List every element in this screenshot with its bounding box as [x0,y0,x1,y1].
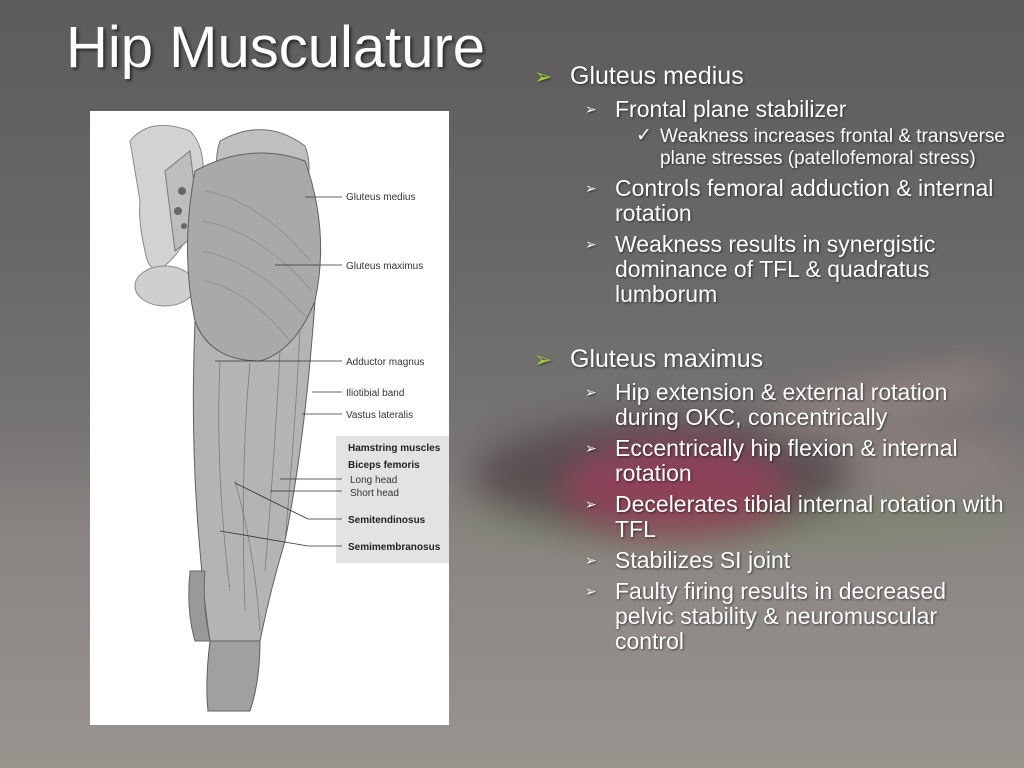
bullet-item: ➢ Frontal plane stabilizer [585,96,847,122]
sub-bullet-item: ✓ Weakness increases frontal & transverse plane stresses (patellofemoral stress) [636,125,1005,169]
label-biceps-femoris: Biceps femoris [348,460,420,471]
slide-title: Hip Musculature [66,15,486,80]
bullet-item: ➢ Stabilizes SI joint [585,547,791,573]
bullet-item: ➢ Eccentrically hip flexion & internal rotation [585,435,958,486]
label-vastus-lateralis: Vastus lateralis [346,410,414,421]
anatomy-figure [90,111,449,725]
label-gluteus-medius: Gluteus medius [346,192,416,203]
slide-content [530,60,1010,654]
ischium-bone [135,266,195,306]
label-hamstring-muscles: Hamstring muscles [348,443,441,454]
hip-muscle-illustration [90,111,449,725]
label-semimembranosus: Semimembranosus [348,542,441,553]
label-adductor-magnus: Adductor magnus [346,357,425,368]
label-short-head: Short head [350,488,399,499]
arrow-bullet-icon: ➢ [585,101,597,117]
bullet-item: ➢ Faulty firing results in decreased pelvic stability & neuromuscular control [585,578,947,654]
bullet-item: ➢ Hip extension & external rotation during OKC, concentrically [585,379,948,430]
arrow-bullet-icon: ➢ [585,236,597,252]
checkmark-icon: ✓ [636,125,652,146]
calf-muscles [207,641,260,711]
arrow-bullet-icon: ➢ [585,180,597,196]
arrow-bullet-icon: ➢ [585,440,597,456]
label-gluteus-maximus: Gluteus maximus [346,261,424,272]
bullet-item: ➢ Decelerates tibial internal rotation with TFL [585,491,1004,542]
section-heading: ➢ Gluteus maximus [534,345,764,373]
label-iliotibial-band: Iliotibial band [346,388,405,399]
arrow-bullet-icon: ➢ [585,384,597,400]
bullet-item: ➢ Controls femoral adduction & internal rotation [585,175,994,226]
bullet-item: ➢ Weakness results in synergistic dominance of TFL & quadratus lumborum [585,231,936,307]
arrow-bullet-icon: ➢ [534,347,553,372]
label-semitendinosus: Semitendinosus [348,515,426,526]
arrow-bullet-icon: ➢ [585,496,597,512]
label-long-head: Long head [350,475,398,486]
arrow-bullet-icon: ➢ [585,583,597,599]
section-gluteus-maximus [530,345,1010,654]
arrow-bullet-icon: ➢ [585,552,597,568]
section-heading: ➢ Gluteus medius [534,62,744,90]
arrow-bullet-icon: ➢ [534,64,553,89]
section-gluteus-medius [530,62,1010,307]
